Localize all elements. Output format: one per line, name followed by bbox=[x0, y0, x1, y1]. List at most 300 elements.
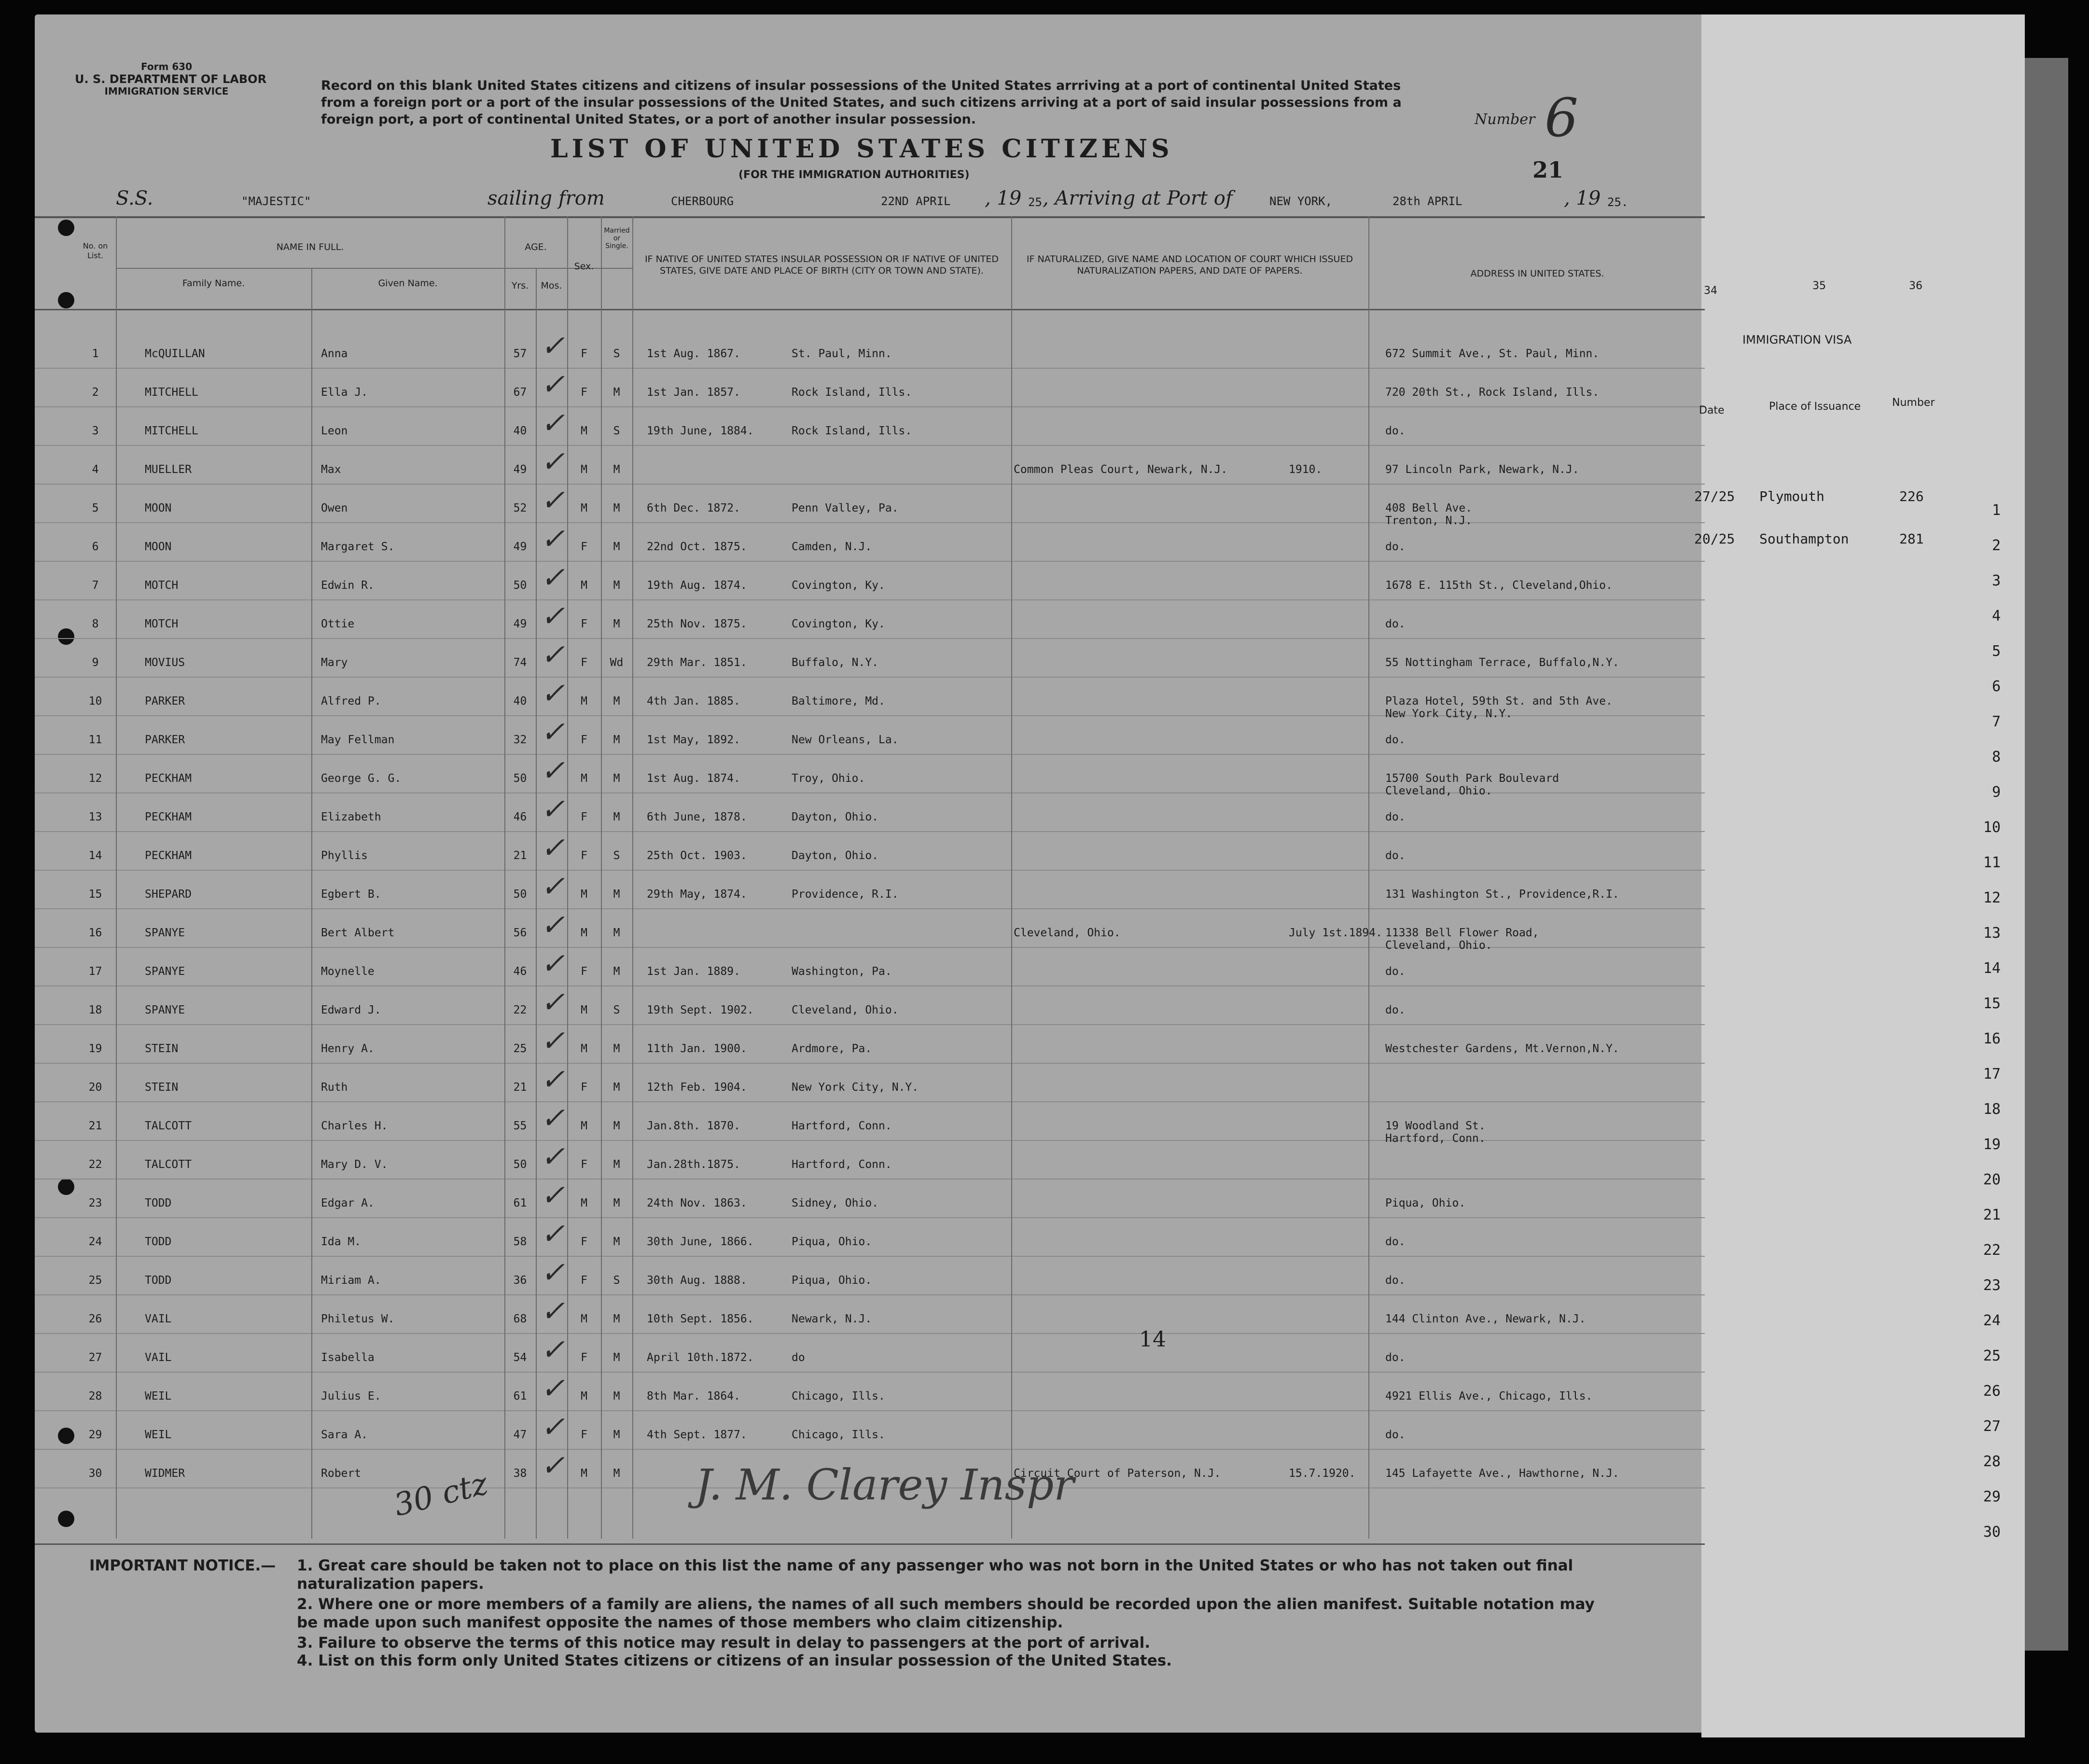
cell-given: Owen bbox=[321, 502, 348, 514]
cell-yrs: 50 bbox=[513, 1158, 527, 1171]
cell-no: 22 bbox=[88, 1158, 102, 1171]
ss-label: S.S. bbox=[116, 187, 153, 209]
cell-address: 131 Washington St., Providence,R.I. bbox=[1385, 888, 1619, 901]
cell-sex: F bbox=[581, 1081, 587, 1094]
cell-sex: M bbox=[581, 1004, 587, 1016]
cell-birth-place: Piqua, Ohio. bbox=[792, 1236, 872, 1248]
row-rule bbox=[35, 677, 1705, 678]
check-mark: ✓ bbox=[541, 831, 565, 865]
cell-no: 9 bbox=[92, 656, 99, 669]
check-mark: ✓ bbox=[541, 1333, 565, 1367]
cell-family: PECKHAM bbox=[145, 849, 192, 862]
check-mark: ✓ bbox=[541, 1140, 565, 1174]
cell-birth-place: do bbox=[792, 1351, 805, 1364]
cell-birth-place: New York City, N.Y. bbox=[792, 1081, 919, 1094]
cell-family: TALCOTT bbox=[145, 1158, 192, 1171]
row-rule bbox=[35, 368, 1705, 369]
check-mark: ✓ bbox=[541, 715, 565, 749]
visa-date: 20/25 bbox=[1694, 531, 1735, 547]
check-mark: ✓ bbox=[541, 677, 565, 710]
cell-given: Margaret S. bbox=[321, 541, 395, 553]
right-margin-number: 20 bbox=[1983, 1171, 2001, 1188]
cell-sex: M bbox=[581, 772, 587, 785]
right-margin-number: 26 bbox=[1983, 1383, 2001, 1400]
cell-yrs: 55 bbox=[513, 1120, 527, 1132]
cell-birth-date: 1st May, 1892. bbox=[647, 734, 740, 746]
cell-no: 29 bbox=[88, 1429, 102, 1441]
cell-address-line2: Cleveland, Ohio. bbox=[1385, 939, 1492, 952]
cell-address-line2: Cleveland, Ohio. bbox=[1385, 785, 1492, 797]
cell-sex: F bbox=[581, 1236, 587, 1248]
cell-no: 12 bbox=[88, 772, 102, 785]
header-bottom-rule bbox=[35, 309, 1705, 310]
header-months: Mos. bbox=[541, 280, 562, 291]
row-rule bbox=[35, 1372, 1705, 1373]
notice-item-3: 3. Failure to observe the terms of this notice may result in delay to passengers at the port of arrival. bbox=[297, 1634, 1150, 1652]
right-margin-number: 5 bbox=[1992, 643, 2001, 660]
cell-yrs: 49 bbox=[513, 541, 527, 553]
cell-birth-place: Dayton, Ohio. bbox=[792, 811, 879, 823]
header-family-name: Family Name. bbox=[182, 278, 245, 289]
cell-court: Cleveland, Ohio. bbox=[1014, 927, 1121, 939]
cell-sex: M bbox=[581, 463, 587, 476]
cell-no: 7 bbox=[92, 579, 99, 592]
cell-address: do. bbox=[1385, 1236, 1406, 1248]
cell-ms: M bbox=[613, 386, 620, 399]
check-mark: ✓ bbox=[541, 445, 565, 479]
cell-court-date: 1910. bbox=[1289, 463, 1323, 476]
cell-family: STEIN bbox=[145, 1081, 179, 1094]
cell-no: 23 bbox=[88, 1197, 102, 1209]
cell-birth-place: Penn Valley, Pa. bbox=[792, 502, 899, 514]
punch-hole bbox=[58, 1511, 74, 1527]
check-mark: ✓ bbox=[541, 561, 565, 595]
cell-sex: F bbox=[581, 811, 587, 823]
cell-sex: M bbox=[581, 1467, 587, 1480]
cell-birth-date: 11th Jan. 1900. bbox=[647, 1042, 747, 1055]
cell-family: SPANYE bbox=[145, 927, 185, 939]
check-mark: ✓ bbox=[541, 908, 565, 942]
cell-given: Charles H. bbox=[321, 1120, 388, 1132]
cell-given: Robert bbox=[321, 1467, 362, 1480]
inspector-signature: J. M. Clarey Inspr bbox=[695, 1460, 1074, 1510]
punch-hole bbox=[58, 292, 74, 308]
row-rule bbox=[35, 445, 1705, 446]
cell-ms: M bbox=[613, 1158, 620, 1171]
cell-given: Miriam A. bbox=[321, 1274, 381, 1287]
visa-number: 281 bbox=[1899, 531, 1924, 547]
cell-birth-date: 8th Mar. 1864. bbox=[647, 1390, 740, 1403]
row-rule bbox=[35, 1101, 1705, 1102]
header-naturalized: IF NATURALIZED, GIVE NAME AND LOCATION OF COURT WHICH ISSUED NATURALIZATION PAPERS, AND DATE OF PAPERS. bbox=[1026, 254, 1353, 276]
right-margin-number: 21 bbox=[1983, 1207, 2001, 1223]
cell-family: VAIL bbox=[145, 1351, 172, 1364]
right-margin-number: 24 bbox=[1983, 1312, 2001, 1329]
cell-sex: M bbox=[581, 579, 587, 592]
cell-birth-date: April 10th.1872. bbox=[647, 1351, 754, 1364]
row-rule bbox=[35, 599, 1705, 600]
col-divider bbox=[504, 216, 505, 1539]
cell-yrs: 38 bbox=[513, 1467, 527, 1480]
header-address: ADDRESS IN UNITED STATES. bbox=[1470, 268, 1604, 279]
cell-address: do. bbox=[1385, 849, 1406, 862]
check-mark: ✓ bbox=[541, 1410, 565, 1444]
cell-family: SPANYE bbox=[145, 965, 185, 978]
cell-sex: M bbox=[581, 425, 587, 437]
row-rule bbox=[35, 1294, 1705, 1295]
cell-yrs: 40 bbox=[513, 695, 527, 708]
cell-family: PECKHAM bbox=[145, 811, 192, 823]
cell-ms: S bbox=[613, 347, 620, 360]
cell-no: 16 bbox=[88, 927, 102, 939]
form-number: Form 630 bbox=[140, 61, 192, 72]
cell-yrs: 49 bbox=[513, 463, 527, 476]
cell-birth-date: 4th Jan. 1885. bbox=[647, 695, 740, 708]
col-divider bbox=[1011, 216, 1012, 1539]
sailing-label: sailing from bbox=[487, 187, 605, 209]
departure-year-prefix: , 19 bbox=[985, 187, 1022, 209]
right-margin-number: 29 bbox=[1983, 1488, 2001, 1505]
right-margin-number: 2 bbox=[1992, 537, 2001, 554]
cell-birth-place: New Orleans, La. bbox=[792, 734, 899, 746]
right-margin-number: 12 bbox=[1983, 889, 2001, 906]
cell-ms: S bbox=[613, 1274, 620, 1287]
number-label: Number bbox=[1475, 111, 1535, 128]
right-margin-number: 14 bbox=[1983, 960, 2001, 977]
col-divider bbox=[116, 216, 117, 1539]
row-rule bbox=[35, 908, 1705, 909]
check-mark: ✓ bbox=[541, 1256, 565, 1290]
notice-rule bbox=[35, 1543, 1705, 1545]
cell-yrs: 36 bbox=[513, 1274, 527, 1287]
cell-ms: M bbox=[613, 927, 620, 939]
visa-place-header: Place of Issuance bbox=[1769, 401, 1861, 413]
cell-yrs: 52 bbox=[513, 502, 527, 514]
cell-birth-date: 19th Sept. 1902. bbox=[647, 1004, 754, 1016]
cell-sex: F bbox=[581, 1274, 587, 1287]
cell-family: MITCHELL bbox=[145, 425, 198, 437]
right-margin-number: 4 bbox=[1992, 608, 2001, 625]
check-mark: ✓ bbox=[541, 406, 565, 440]
cell-sex: M bbox=[581, 1390, 587, 1403]
cell-ms: M bbox=[613, 695, 620, 708]
cell-address: do. bbox=[1385, 965, 1406, 978]
cell-birth-place: Baltimore, Md. bbox=[792, 695, 885, 708]
cell-birth-place: Providence, R.I. bbox=[792, 888, 899, 901]
cell-address: 144 Clinton Ave., Newark, N.J. bbox=[1385, 1313, 1586, 1325]
cell-no: 1 bbox=[92, 347, 99, 360]
cell-ms: M bbox=[613, 1120, 620, 1132]
visa-col-36: 36 bbox=[1909, 280, 1922, 292]
cell-birth-date: 4th Sept. 1877. bbox=[647, 1429, 747, 1441]
cell-given: Edward J. bbox=[321, 1004, 381, 1016]
col-divider bbox=[601, 216, 602, 1539]
cell-ms: M bbox=[613, 1081, 620, 1094]
cell-sex: F bbox=[581, 386, 587, 399]
cell-given: Mary D. V. bbox=[321, 1158, 388, 1171]
visa-date: 27/25 bbox=[1694, 488, 1735, 504]
cell-birth-place: St. Paul, Minn. bbox=[792, 347, 892, 360]
notice-item-2: 2. Where one or more members of a family are aliens, the names of all such members should be recorded upon the alien manifest. Suitable notation may be made upon such manifest opposite the names of those members who claim citizenship. bbox=[297, 1596, 1595, 1631]
cell-family: TALCOTT bbox=[145, 1120, 192, 1132]
cell-family: VAIL bbox=[145, 1313, 172, 1325]
header-married: Married or Single. bbox=[604, 227, 630, 250]
cell-birth-place: Camden, N.J. bbox=[792, 541, 872, 553]
cell-ms: M bbox=[613, 734, 620, 746]
cell-birth-date: 29th Mar. 1851. bbox=[647, 656, 747, 669]
col-divider bbox=[1368, 216, 1369, 1539]
visa-sheet bbox=[1701, 14, 2025, 1737]
cell-given: Philetus W. bbox=[321, 1313, 395, 1325]
col-divider bbox=[311, 268, 312, 1539]
header-native: IF NATIVE OF UNITED STATES INSULAR POSSESSION OR IF NATIVE OF UNITED STATES, GIVE DATE AND PLACE OF BIRTH (CITY OR TOWN AND STATE). bbox=[644, 254, 999, 276]
cell-birth-place: Rock Island, Ills. bbox=[792, 425, 912, 437]
cell-yrs: 22 bbox=[513, 1004, 527, 1016]
cell-address: 145 Lafayette Ave., Hawthorne, N.J. bbox=[1385, 1467, 1619, 1480]
cell-address: do. bbox=[1385, 1429, 1406, 1441]
right-margin-number: 10 bbox=[1983, 819, 2001, 836]
right-margin-number: 13 bbox=[1983, 925, 2001, 942]
row-rule bbox=[35, 406, 1705, 407]
right-margin-number: 25 bbox=[1983, 1347, 2001, 1364]
col-divider bbox=[632, 216, 633, 1539]
departure-port: CHERBOURG bbox=[671, 194, 734, 208]
cell-no: 4 bbox=[92, 463, 99, 476]
row-rule bbox=[35, 1333, 1705, 1334]
cell-no: 20 bbox=[88, 1081, 102, 1094]
cell-yrs: 49 bbox=[513, 618, 527, 630]
notice-item-1: 1. Great care should be taken not to place on this list the name of any passenger who was not born in the United States or who has not taken out final naturalization papers. bbox=[297, 1557, 1574, 1593]
right-margin-number: 1 bbox=[1992, 502, 2001, 519]
cell-yrs: 25 bbox=[513, 1042, 527, 1055]
cell-sex: M bbox=[581, 888, 587, 901]
header-age: AGE. bbox=[525, 242, 547, 252]
cell-no: 15 bbox=[88, 888, 102, 901]
cell-sex: F bbox=[581, 541, 587, 553]
check-mark: ✓ bbox=[541, 1372, 565, 1405]
cell-yrs: 74 bbox=[513, 656, 527, 669]
cell-given: Ida M. bbox=[321, 1236, 362, 1248]
cell-sex: F bbox=[581, 1429, 587, 1441]
visa-col-34: 34 bbox=[1704, 285, 1717, 297]
right-margin-number: 7 bbox=[1992, 713, 2001, 730]
cell-birth-place: Piqua, Ohio. bbox=[792, 1274, 872, 1287]
cell-address: 672 Summit Ave., St. Paul, Minn. bbox=[1385, 347, 1600, 360]
cell-ms: M bbox=[613, 1197, 620, 1209]
cell-address-line2: Trenton, N.J. bbox=[1385, 514, 1473, 527]
cell-address: 11338 Bell Flower Road, bbox=[1385, 927, 1539, 939]
handwritten-count: 30 ctz bbox=[390, 1466, 492, 1524]
cell-sex: F bbox=[581, 1351, 587, 1364]
cell-address: do. bbox=[1385, 1004, 1406, 1016]
cell-ms: M bbox=[613, 579, 620, 592]
cell-address: 1678 E. 115th St., Cleveland,Ohio. bbox=[1385, 579, 1613, 592]
cell-family: TODD bbox=[145, 1274, 172, 1287]
cell-birth-place: Hartford, Conn. bbox=[792, 1120, 892, 1132]
visa-title: IMMIGRATION VISA bbox=[1742, 333, 1852, 347]
cell-sex: F bbox=[581, 618, 587, 630]
cell-no: 14 bbox=[88, 849, 102, 862]
cell-address: do. bbox=[1385, 1351, 1406, 1364]
cell-given: Elizabeth bbox=[321, 811, 381, 823]
cell-address: 15700 South Park Boulevard bbox=[1385, 772, 1560, 785]
cell-sex: F bbox=[581, 347, 587, 360]
cell-ms: S bbox=[613, 1004, 620, 1016]
check-mark: ✓ bbox=[541, 1217, 565, 1251]
cell-ms: M bbox=[613, 772, 620, 785]
cell-given: Phyllis bbox=[321, 849, 368, 862]
check-mark: ✓ bbox=[541, 368, 565, 402]
check-mark: ✓ bbox=[541, 754, 565, 788]
visa-place: Plymouth bbox=[1759, 488, 1824, 504]
cell-ms: M bbox=[613, 618, 620, 630]
sheet-edge bbox=[2025, 58, 2068, 1651]
punch-hole bbox=[58, 1428, 74, 1444]
cell-no: 19 bbox=[88, 1042, 102, 1055]
visa-date-header: Date bbox=[1699, 404, 1725, 417]
cell-sex: M bbox=[581, 1313, 587, 1325]
cell-given: Ella J. bbox=[321, 386, 368, 399]
cell-birth-date: 24th Nov. 1863. bbox=[647, 1197, 747, 1209]
cell-birth-place: Newark, N.J. bbox=[792, 1313, 872, 1325]
header-sex: Sex. bbox=[574, 261, 594, 272]
table-top-rule bbox=[35, 216, 1705, 218]
department-name: U. S. DEPARTMENT OF LABOR bbox=[75, 72, 267, 86]
cell-no: 10 bbox=[88, 695, 102, 708]
right-margin-number: 16 bbox=[1983, 1030, 2001, 1047]
right-margin-number: 28 bbox=[1983, 1453, 2001, 1470]
departure-year: 25 bbox=[1028, 195, 1042, 209]
cell-yrs: 50 bbox=[513, 579, 527, 592]
cell-given: Leon bbox=[321, 425, 348, 437]
cell-address: do. bbox=[1385, 425, 1406, 437]
cell-birth-place: Ardmore, Pa. bbox=[792, 1042, 872, 1055]
cell-ms: M bbox=[613, 502, 620, 514]
row-rule bbox=[35, 1024, 1705, 1025]
right-margin-number: 17 bbox=[1983, 1066, 2001, 1083]
right-margin-number: 18 bbox=[1983, 1101, 2001, 1118]
cell-yrs: 47 bbox=[513, 1429, 527, 1441]
cell-family: TODD bbox=[145, 1197, 172, 1209]
ship-name: "MAJESTIC" bbox=[241, 194, 311, 208]
cell-given: George G. G. bbox=[321, 772, 402, 785]
visa-number: 226 bbox=[1899, 488, 1924, 504]
cell-no: 11 bbox=[88, 734, 102, 746]
cell-birth-place: Buffalo, N.Y. bbox=[792, 656, 879, 669]
cell-court-date: 15.7.1920. bbox=[1289, 1467, 1356, 1480]
cell-ms: M bbox=[613, 888, 620, 901]
check-mark: ✓ bbox=[541, 870, 565, 903]
cell-no: 6 bbox=[92, 541, 99, 553]
cell-ms: M bbox=[613, 1313, 620, 1325]
cell-no: 27 bbox=[88, 1351, 102, 1364]
cell-given: Max bbox=[321, 463, 341, 476]
cell-birth-date: Jan.28th.1875. bbox=[647, 1158, 740, 1171]
check-mark: ✓ bbox=[541, 638, 565, 672]
cell-family: MOTCH bbox=[145, 618, 179, 630]
cell-address: do. bbox=[1385, 618, 1406, 630]
punch-hole bbox=[58, 628, 74, 645]
punch-hole bbox=[58, 1179, 74, 1195]
cell-no: 18 bbox=[88, 1004, 102, 1016]
row-rule bbox=[35, 754, 1705, 755]
cell-birth-date: 1st Aug. 1874. bbox=[647, 772, 740, 785]
cell-birth-place: Sidney, Ohio. bbox=[792, 1197, 879, 1209]
cell-no: 2 bbox=[92, 386, 99, 399]
cell-ms: Wd bbox=[610, 656, 624, 669]
cell-birth-date: 19th June, 1884. bbox=[647, 425, 754, 437]
right-margin-number: 30 bbox=[1983, 1524, 2001, 1541]
cell-court: Common Pleas Court, Newark, N.J. bbox=[1014, 463, 1228, 476]
right-margin-number: 19 bbox=[1983, 1136, 2001, 1153]
cell-ms: M bbox=[613, 811, 620, 823]
cell-sex: F bbox=[581, 849, 587, 862]
cell-address: 408 Bell Ave. bbox=[1385, 502, 1473, 514]
cell-yrs: 40 bbox=[513, 425, 527, 437]
cell-given: May Fellman bbox=[321, 734, 395, 746]
cell-no: 5 bbox=[92, 502, 99, 514]
cell-yrs: 61 bbox=[513, 1197, 527, 1209]
cell-birth-date: 1st Jan. 1889. bbox=[647, 965, 740, 978]
cell-birth-place: Dayton, Ohio. bbox=[792, 849, 879, 862]
cell-birth-date: 6th Dec. 1872. bbox=[647, 502, 740, 514]
arrival-date: 28th APRIL bbox=[1393, 194, 1462, 208]
cell-address: do. bbox=[1385, 811, 1406, 823]
header-given-name: Given Name. bbox=[378, 278, 438, 289]
cell-yrs: 21 bbox=[513, 1081, 527, 1094]
check-mark: ✓ bbox=[541, 1063, 565, 1097]
cell-given: Sara A. bbox=[321, 1429, 368, 1441]
cell-given: Julius E. bbox=[321, 1390, 381, 1403]
cell-given: Moynelle bbox=[321, 965, 375, 978]
cell-birth-date: 1st Jan. 1857. bbox=[647, 386, 740, 399]
cell-sex: M bbox=[581, 1197, 587, 1209]
cell-yrs: 50 bbox=[513, 888, 527, 901]
cell-given: Bert Albert bbox=[321, 927, 395, 939]
cell-no: 25 bbox=[88, 1274, 102, 1287]
row-rule bbox=[35, 1256, 1705, 1257]
notice-item-4: 4. List on this form only United States citizens or citizens of an insular possession of the United States. bbox=[297, 1652, 1172, 1669]
arrival-year-prefix: , 19 bbox=[1564, 187, 1601, 209]
cell-sex: F bbox=[581, 656, 587, 669]
cell-yrs: 50 bbox=[513, 772, 527, 785]
row-rule bbox=[35, 870, 1705, 871]
cell-family: McQUILLAN bbox=[145, 347, 205, 360]
check-mark: ✓ bbox=[541, 1024, 565, 1058]
header-name-in-full: NAME IN FULL. bbox=[276, 242, 344, 252]
cell-family: MOTCH bbox=[145, 579, 179, 592]
cell-birth-date: 25th Nov. 1875. bbox=[647, 618, 747, 630]
cell-sex: F bbox=[581, 734, 587, 746]
cell-given: Mary bbox=[321, 656, 348, 669]
cell-birth-date: 12th Feb. 1904. bbox=[647, 1081, 747, 1094]
cell-yrs: 67 bbox=[513, 386, 527, 399]
cell-birth-date: 19th Aug. 1874. bbox=[647, 579, 747, 592]
right-margin-number: 23 bbox=[1983, 1277, 2001, 1294]
cell-birth-date: 25th Oct. 1903. bbox=[647, 849, 747, 862]
punch-hole bbox=[58, 220, 74, 236]
cell-family: PARKER bbox=[145, 734, 185, 746]
cell-yrs: 68 bbox=[513, 1313, 527, 1325]
cell-ms: M bbox=[613, 1390, 620, 1403]
cell-no: 17 bbox=[88, 965, 102, 978]
header-rule bbox=[116, 268, 632, 269]
cell-family: MUELLER bbox=[145, 463, 192, 476]
row-rule bbox=[35, 1179, 1705, 1180]
cell-family: WEIL bbox=[145, 1390, 172, 1403]
cell-given: Ottie bbox=[321, 618, 355, 630]
cell-address: 720 20th St., Rock Island, Ills. bbox=[1385, 386, 1600, 399]
